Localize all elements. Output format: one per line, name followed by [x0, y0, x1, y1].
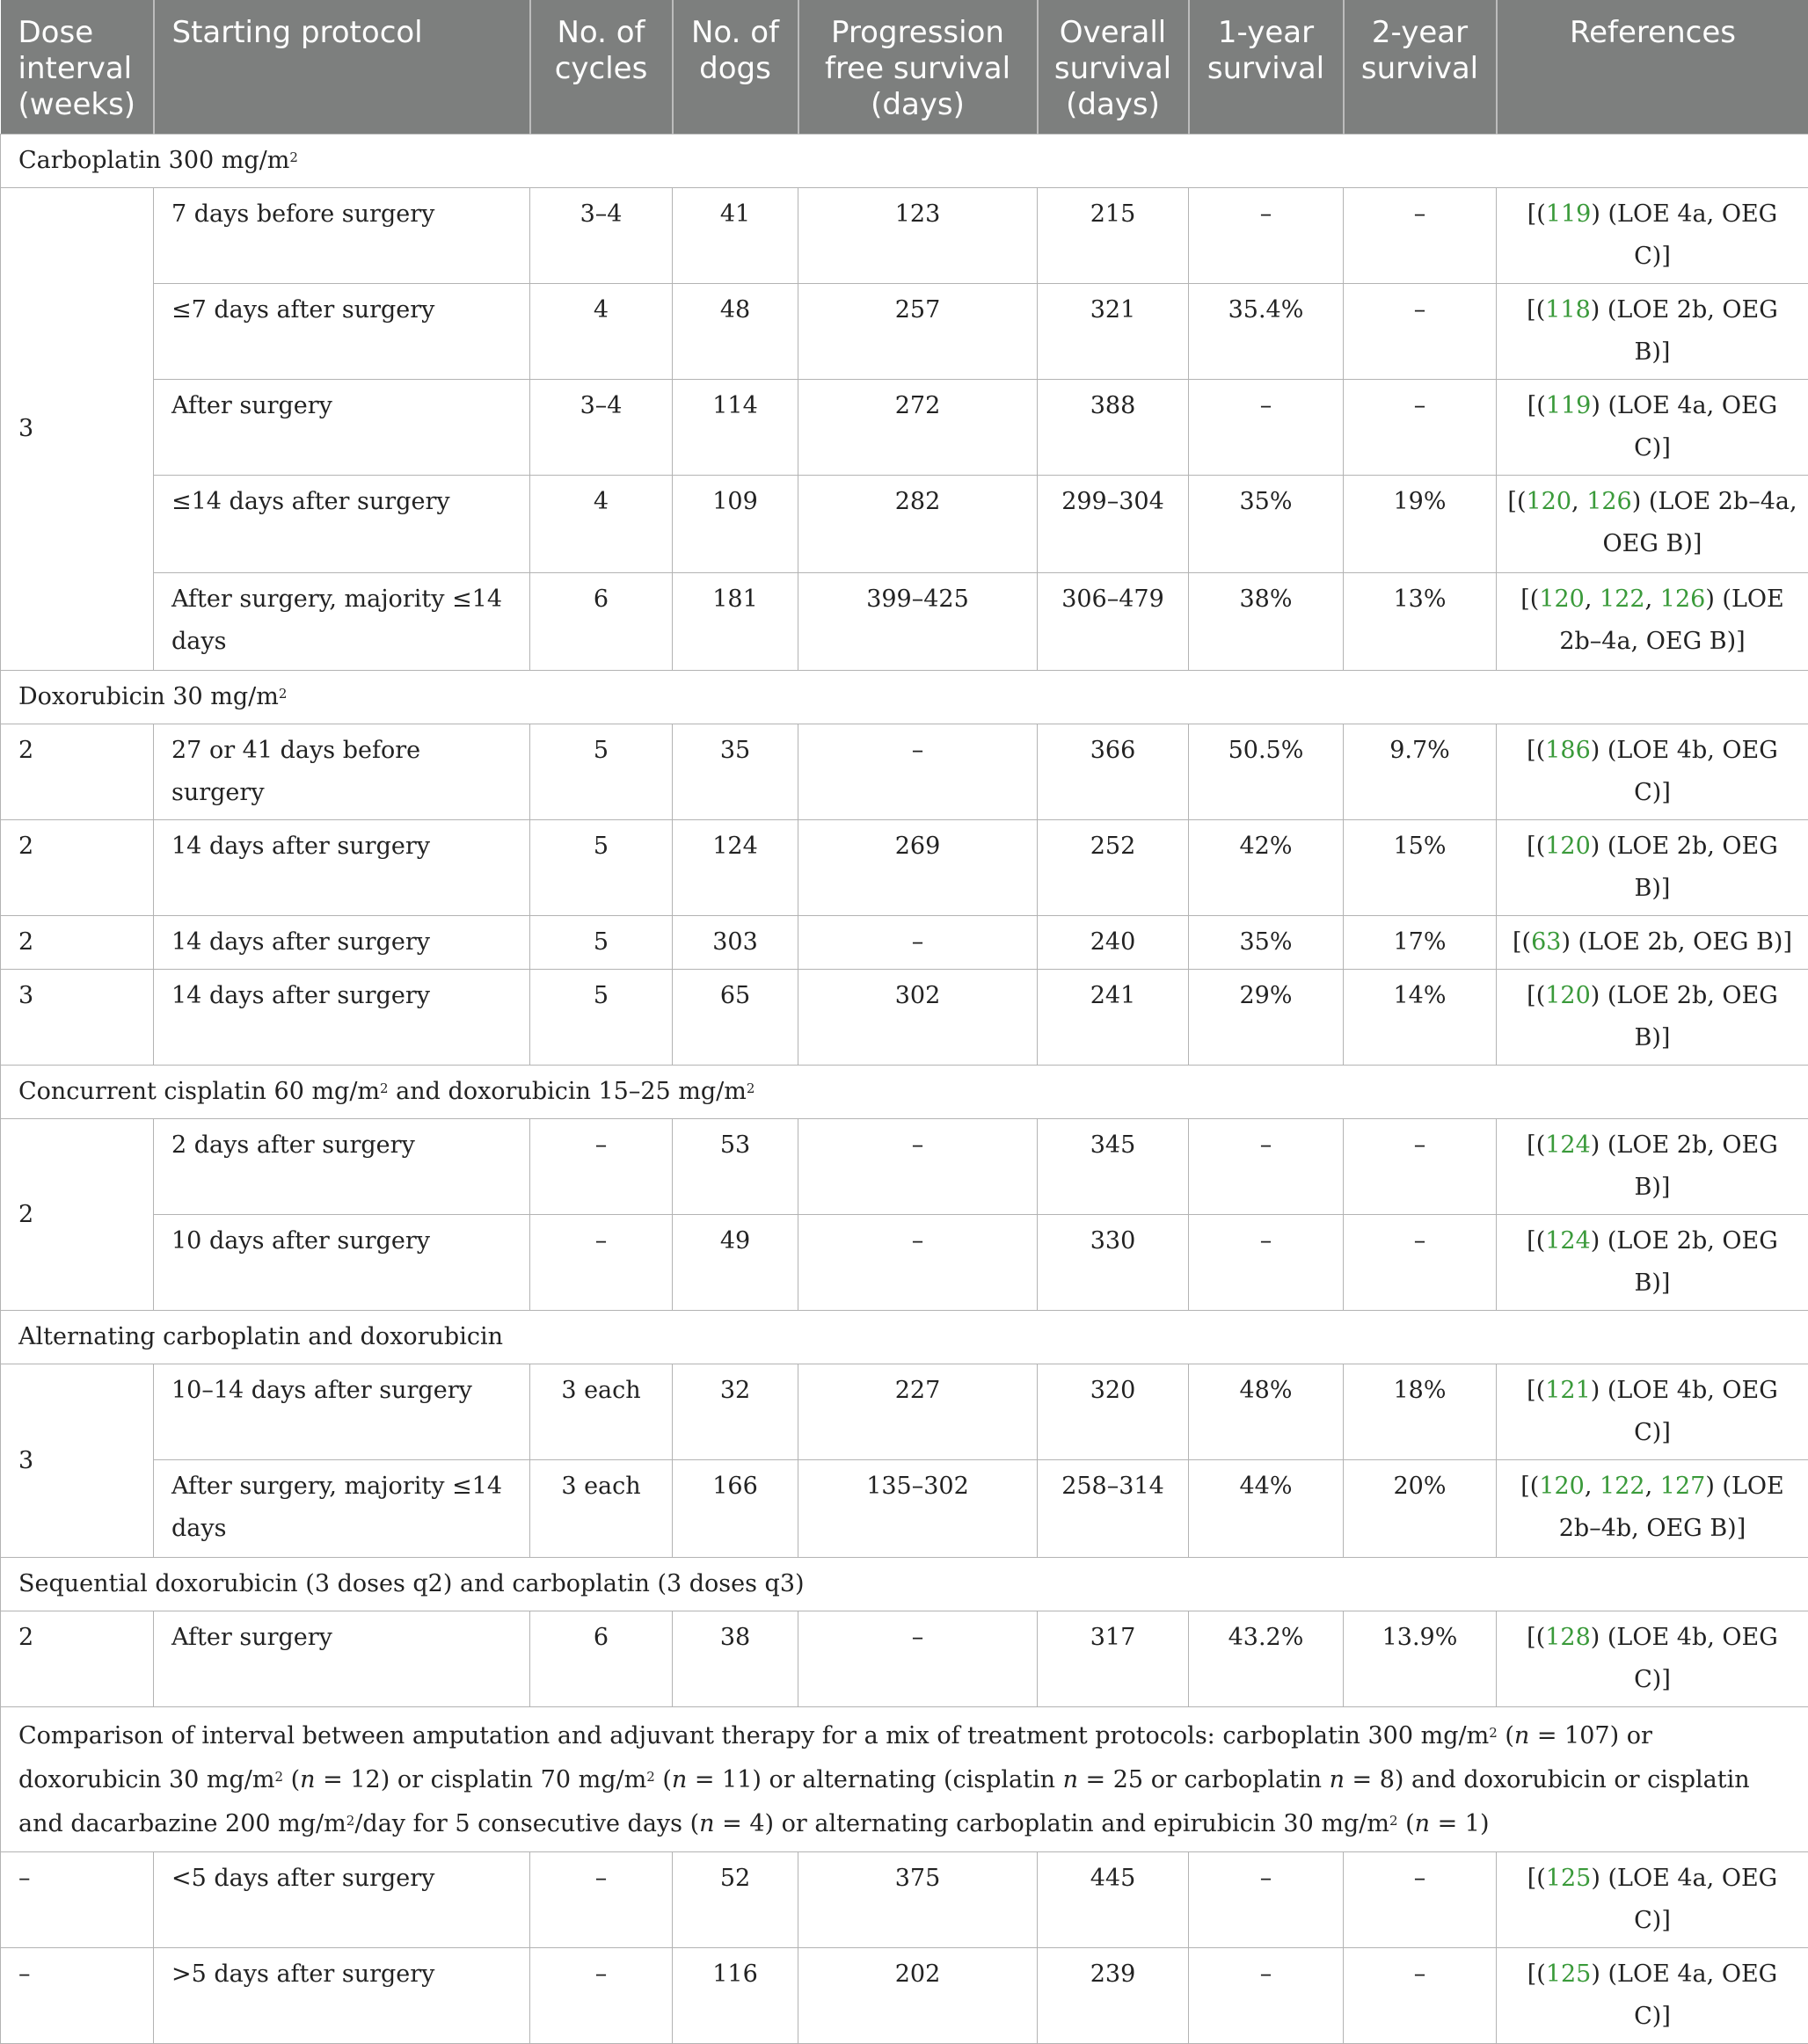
protocol-cell: ≤7 days after surgery: [154, 284, 530, 380]
header-dogs: No. of dogs: [673, 0, 798, 135]
dogs-cell: 65: [673, 970, 798, 1066]
reference-cell: [(118) (LOE 2b, OEG B)]: [1497, 284, 1808, 380]
reference-link[interactable]: 118: [1545, 296, 1591, 324]
dose-interval-cell: 2: [1, 1119, 154, 1311]
section-concurrent: Concurrent cisplatin 60 $mg/m^2$ and doxorubicin 15–25 $mg/m^2$: [1, 1066, 1808, 1119]
reference-cell: [(120, 126) (LOE 2b–4a, OEG B)]: [1497, 476, 1808, 573]
reference-cell: [(124) (LOE 2b, OEG B)]: [1497, 1119, 1808, 1215]
dogs-cell: 166: [673, 1460, 798, 1558]
cycles-cell: 3–4: [530, 380, 673, 476]
table-row: [1, 573, 1808, 671]
y1-cell: 48%: [1189, 1364, 1344, 1460]
dogs-cell: 109: [673, 476, 798, 573]
dogs-cell: 35: [673, 724, 798, 820]
reference-cell: [(124) (LOE 2b, OEG B)]: [1497, 1215, 1808, 1311]
y2-cell: 13%: [1344, 573, 1497, 671]
y2-cell: 18%: [1344, 1364, 1497, 1460]
section-comparison: Comparison of interval between amputation and adjuvant therapy for a mix of treatment protocols: carboplatin 300 $mg/m^2$ (n = 107) or doxorubicin 30 $mg/m^2$ (n = 12) or cisplatin 70 $mg/m^2$ (n = 11) or alternating (cisplatin n = 25 or carboplatin n = 8) and doxorubicin or cisplatin and dacarbazine 200 $mg/m^2$/day for 5 consecutive days (n = 4) or alternating carboplatin and epirubicin 30 $mg/m^2$ (n = 1): [1, 1707, 1808, 1852]
pfs-cell: –: [798, 1119, 1038, 1215]
section-doxorubicin: [1, 671, 1808, 724]
y2-cell: 19%: [1344, 476, 1497, 573]
y2-cell: –: [1344, 1852, 1497, 1948]
y2-cell: 15%: [1344, 820, 1497, 916]
section-row: [1, 135, 1808, 188]
section-row: [1, 1558, 1808, 1611]
os-cell: 388: [1038, 380, 1189, 476]
superscript: 2: [289, 149, 298, 165]
os-cell: 317: [1038, 1611, 1189, 1707]
section-label: Carboplatin 300 mg/m: [18, 147, 289, 174]
reference-link[interactable]: 120: [1545, 982, 1591, 1009]
os-cell: 239: [1038, 1948, 1189, 2044]
y1-cell: –: [1189, 380, 1344, 476]
reference-cell: [(121) (LOE 4b, OEG C)]: [1497, 1364, 1808, 1460]
section-row: [1, 671, 1808, 724]
y2-cell: –: [1344, 1948, 1497, 2044]
cycles-cell: 5: [530, 970, 673, 1066]
cycles-cell: 5: [530, 916, 673, 970]
reference-link[interactable]: 127: [1660, 1473, 1706, 1500]
pfs-cell: 272: [798, 380, 1038, 476]
os-cell: 240: [1038, 916, 1189, 970]
cycles-cell: 5: [530, 724, 673, 820]
pfs-cell: 123: [798, 188, 1038, 284]
reference-link[interactable]: 63: [1531, 928, 1561, 956]
y1-cell: 35.4%: [1189, 284, 1344, 380]
pfs-cell: 282: [798, 476, 1038, 573]
y2-cell: 9.7%: [1344, 724, 1497, 820]
reference-cell: [(125) (LOE 4a, OEG C)]: [1497, 1852, 1808, 1948]
reference-link[interactable]: 126: [1660, 586, 1706, 613]
protocol-cell: 14 days after surgery: [154, 916, 530, 970]
pfs-cell: 302: [798, 970, 1038, 1066]
dogs-cell: 49: [673, 1215, 798, 1311]
y2-cell: 20%: [1344, 1460, 1497, 1558]
dogs-cell: 52: [673, 1852, 798, 1948]
pfs-cell: 135–302: [798, 1460, 1038, 1558]
os-cell: 445: [1038, 1852, 1189, 1948]
reference-cell: [(128) (LOE 4b, OEG C)]: [1497, 1611, 1808, 1707]
reference-link[interactable]: 126: [1586, 488, 1632, 515]
cycles-cell: –: [530, 1215, 673, 1311]
table-row: [1, 724, 1808, 820]
section-alternating: Alternating carboplatin and doxorubicin: [1, 1311, 1808, 1364]
os-cell: 321: [1038, 284, 1189, 380]
protocol-cell: 10–14 days after surgery: [154, 1364, 530, 1460]
y1-cell: 42%: [1189, 820, 1344, 916]
protocol-cell: 2 days after surgery: [154, 1119, 530, 1215]
pfs-cell: –: [798, 724, 1038, 820]
os-cell: 345: [1038, 1119, 1189, 1215]
dose-interval-cell: 3: [1, 188, 154, 671]
os-cell: 366: [1038, 724, 1189, 820]
reference-cell: [(119) (LOE 4a, OEG C)]: [1497, 188, 1808, 284]
table-row: [1, 820, 1808, 916]
reference-cell: [(120, 122, 127) (LOE 2b–4b, OEG B)]: [1497, 1460, 1808, 1558]
dogs-cell: 41: [673, 188, 798, 284]
reference-link[interactable]: 122: [1600, 1473, 1645, 1500]
dose-interval-cell: –: [1, 1852, 154, 1948]
protocol-cell: 27 or 41 days before surgery: [154, 724, 530, 820]
table-row: [1, 1852, 1808, 1948]
header-pfs: Progression free survival (days): [798, 0, 1038, 135]
reference-link[interactable]: 122: [1600, 586, 1645, 613]
reference-link[interactable]: 128: [1545, 1624, 1591, 1651]
reference-cell: [(120, 122, 126) (LOE 2b–4a, OEG B)]: [1497, 573, 1808, 671]
reference-cell: [(120) (LOE 2b, OEG B)]: [1497, 970, 1808, 1066]
y2-cell: 14%: [1344, 970, 1497, 1066]
dose-interval-cell: 2: [1, 820, 154, 916]
pfs-cell: 375: [798, 1852, 1038, 1948]
dose-interval-cell: –: [1, 1948, 154, 2044]
os-cell: 215: [1038, 188, 1189, 284]
table-row: [1, 1215, 1808, 1311]
dogs-cell: 116: [673, 1948, 798, 2044]
reference-link[interactable]: 120: [1539, 1473, 1585, 1500]
dose-interval-cell: 2: [1, 916, 154, 970]
reference-link[interactable]: 120: [1526, 488, 1571, 515]
table-row: [1, 284, 1808, 380]
reference-link[interactable]: 119: [1546, 392, 1592, 419]
section-carboplatin: [1, 135, 1808, 188]
protocol-cell: 10 days after surgery: [154, 1215, 530, 1311]
header-2-year: 2-year survival: [1344, 0, 1497, 135]
header-row: [1, 0, 1808, 135]
y1-cell: 43.2%: [1189, 1611, 1344, 1707]
dose-interval-cell: 2: [1, 1611, 154, 1707]
protocol-cell: <5 days after surgery: [154, 1852, 530, 1948]
y2-cell: 13.9%: [1344, 1611, 1497, 1707]
reference-link[interactable]: 125: [1546, 1960, 1592, 1988]
dogs-cell: 48: [673, 284, 798, 380]
protocol-cell: After surgery: [154, 1611, 530, 1707]
cycles-cell: 4: [530, 284, 673, 380]
y1-cell: 29%: [1189, 970, 1344, 1066]
header-1-year: 1-year survival: [1189, 0, 1344, 135]
section-row: [1, 1707, 1808, 1852]
cycles-cell: 5: [530, 820, 673, 916]
os-cell: 320: [1038, 1364, 1189, 1460]
reference-link[interactable]: 186: [1545, 737, 1591, 764]
reference-link[interactable]: 124: [1545, 1227, 1591, 1255]
y1-cell: –: [1189, 188, 1344, 284]
y2-cell: 17%: [1344, 916, 1497, 970]
protocol-cell: 14 days after surgery: [154, 820, 530, 916]
header-references: References: [1497, 0, 1808, 135]
cycles-cell: 6: [530, 573, 673, 671]
reference-link[interactable]: 121: [1545, 1377, 1591, 1404]
y1-cell: 44%: [1189, 1460, 1344, 1558]
reference-link[interactable]: 120: [1545, 833, 1591, 860]
protocol-cell: ≤14 days after surgery: [154, 476, 530, 573]
table-row: [1, 1119, 1808, 1215]
dogs-cell: 32: [673, 1364, 798, 1460]
header-os: Overall survival (days): [1038, 0, 1189, 135]
pfs-cell: –: [798, 916, 1038, 970]
os-cell: 252: [1038, 820, 1189, 916]
dogs-cell: 53: [673, 1119, 798, 1215]
header-cycles: No. of cycles: [530, 0, 673, 135]
os-cell: 306–479: [1038, 573, 1189, 671]
protocol-cell: After surgery, majority ≤14 days: [154, 573, 530, 671]
cycles-cell: –: [530, 1119, 673, 1215]
reference-cell: [(186) (LOE 4b, OEG C)]: [1497, 724, 1808, 820]
dogs-cell: 38: [673, 1611, 798, 1707]
dogs-cell: 114: [673, 380, 798, 476]
reference-cell: [(63) (LOE 2b, OEG B)]: [1497, 916, 1808, 970]
table-row: [1, 1948, 1808, 2044]
dogs-cell: 181: [673, 573, 798, 671]
cycles-cell: 3 each: [530, 1364, 673, 1460]
y2-cell: –: [1344, 188, 1497, 284]
pfs-cell: –: [798, 1215, 1038, 1311]
pfs-cell: 269: [798, 820, 1038, 916]
cycles-cell: –: [530, 1852, 673, 1948]
table-row: [1, 380, 1808, 476]
dogs-cell: 303: [673, 916, 798, 970]
cycles-cell: 4: [530, 476, 673, 573]
section-row: [1, 1066, 1808, 1119]
dose-interval-cell: 3: [1, 970, 154, 1066]
reference-link[interactable]: 119: [1546, 200, 1592, 228]
protocol-cell: >5 days after surgery: [154, 1948, 530, 2044]
os-cell: 299–304: [1038, 476, 1189, 573]
protocol-cell: After surgery, majority ≤14 days: [154, 1460, 530, 1558]
table-row: [1, 1611, 1808, 1707]
y1-cell: 35%: [1189, 916, 1344, 970]
table-row: [1, 1460, 1808, 1558]
reference-cell: [(120) (LOE 2b, OEG B)]: [1497, 820, 1808, 916]
y1-cell: –: [1189, 1948, 1344, 2044]
dose-interval-cell: 3: [1, 1364, 154, 1558]
superscript: 2: [279, 686, 288, 702]
reference-link[interactable]: 120: [1539, 586, 1585, 613]
dose-interval-cell: 2: [1, 724, 154, 820]
y1-cell: 50.5%: [1189, 724, 1344, 820]
y1-cell: 35%: [1189, 476, 1344, 573]
cycles-cell: 3–4: [530, 188, 673, 284]
table-row: [1, 1364, 1808, 1460]
table-row: [1, 916, 1808, 970]
cycles-cell: –: [530, 1948, 673, 2044]
protocol-cell: 7 days before surgery: [154, 188, 530, 284]
os-cell: 330: [1038, 1215, 1189, 1311]
protocol-cell: 14 days after surgery: [154, 970, 530, 1066]
y2-cell: –: [1344, 1215, 1497, 1311]
table-row: [1, 476, 1808, 573]
reference-link[interactable]: 124: [1545, 1131, 1591, 1159]
os-cell: 241: [1038, 970, 1189, 1066]
pfs-cell: 202: [798, 1948, 1038, 2044]
y2-cell: –: [1344, 284, 1497, 380]
os-cell: 258–314: [1038, 1460, 1189, 1558]
table-row: [1, 188, 1808, 284]
cycles-cell: 3 each: [530, 1460, 673, 1558]
section-label: Doxorubicin 30 mg/m: [18, 683, 279, 710]
section-sequential: Sequential doxorubicin (3 doses q2) and carboplatin (3 doses q3): [1, 1558, 1808, 1611]
header-dose-interval: Dose interval (weeks): [1, 0, 154, 135]
y1-cell: –: [1189, 1852, 1344, 1948]
pfs-cell: –: [798, 1611, 1038, 1707]
reference-link[interactable]: 125: [1546, 1865, 1592, 1892]
protocol-cell: After surgery: [154, 380, 530, 476]
y1-cell: –: [1189, 1215, 1344, 1311]
y1-cell: –: [1189, 1119, 1344, 1215]
dogs-cell: 124: [673, 820, 798, 916]
pfs-cell: 257: [798, 284, 1038, 380]
pfs-cell: 399–425: [798, 573, 1038, 671]
header-starting-protocol: Starting protocol: [154, 0, 530, 135]
y1-cell: 38%: [1189, 573, 1344, 671]
cycles-cell: 6: [530, 1611, 673, 1707]
table-row: [1, 970, 1808, 1066]
pfs-cell: 227: [798, 1364, 1038, 1460]
reference-cell: [(125) (LOE 4a, OEG C)]: [1497, 1948, 1808, 2044]
reference-cell: [(119) (LOE 4a, OEG C)]: [1497, 380, 1808, 476]
y2-cell: –: [1344, 380, 1497, 476]
section-row: [1, 1311, 1808, 1364]
y2-cell: –: [1344, 1119, 1497, 1215]
